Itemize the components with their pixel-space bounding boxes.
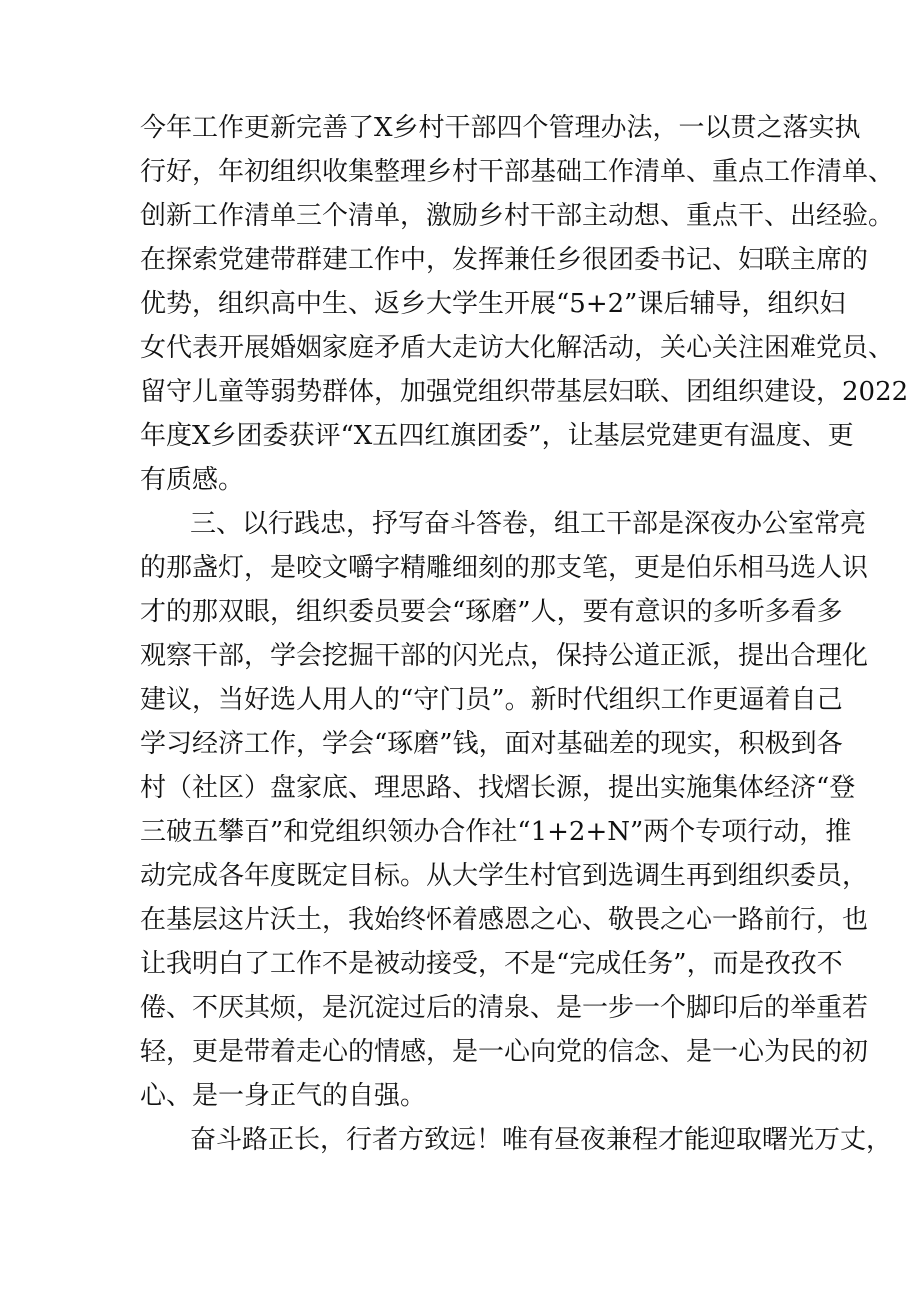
- text-line: 的那盏灯，是咬文嚼字精雕细刻的那支笔，更是伯乐相马选人识: [140, 553, 869, 583]
- text-line: 行好，年初组织收集整理乡村干部基础工作清单、重点工作清单、: [140, 157, 895, 187]
- text-line: 才的那双眼，组织委员要会“琢磨”人，要有意识的多听多看多: [140, 597, 843, 627]
- text-line: 年度X乡团委获评“X五四红旗团委”，让基层党建更有温度、更: [140, 421, 854, 451]
- text-line: 建议，当好选人用人的“守门员”。新时代组织工作更逼着自己: [140, 685, 843, 715]
- text-line: 观察干部，学会挖掘干部的闪光点，保持公道正派，提出合理化: [140, 641, 869, 671]
- text-line: 心、是一身正气的自强。: [140, 1081, 427, 1111]
- text-line: 让我明白了工作不是被动接受，不是“完成任务”，而是孜孜不: [140, 949, 843, 979]
- text-line: 三、以行践忠，抒写奋斗答卷，组工干部是深夜办公室常亮: [190, 509, 867, 539]
- text-line: 三破五攀百”和党组织领办合作社“1+2+N”两个专项行动，推: [140, 817, 852, 847]
- text-line: 倦、不厌其烦，是沉淀过后的清泉、是一步一个脚印后的举重若: [140, 993, 869, 1023]
- text-line: 在探索党建带群建工作中，发挥兼任乡很团委书记、妇联主席的: [140, 245, 869, 275]
- text-line: 在基层这片沃土，我始终怀着感恩之心、敬畏之心一路前行，也: [140, 905, 869, 935]
- text-line: 创新工作清单三个清单，激励乡村干部主动想、重点干、出经验。: [140, 201, 895, 231]
- text-line: 有质感。: [140, 465, 245, 495]
- text-line: 学习经济工作，学会“琢磨”钱，面对基础差的现实，积极到各: [140, 729, 843, 759]
- text-line: 女代表开展婚姻家庭矛盾大走访大化解活动，关心关注困难党员、: [140, 333, 895, 363]
- text-line: 优势，组织高中生、返乡大学生开展“5+2”课后辅导，组织妇: [140, 289, 846, 319]
- text-line: 村（社区）盘家底、理思路、找熠长源，提出实施集体经济“登: [140, 773, 856, 803]
- text-line: 今年工作更新完善了X乡村干部四个管理办法，一以贯之落实执: [140, 113, 861, 143]
- text-line: 奋斗路正长，行者方致远！唯有昼夜兼程才能迎取曙光万丈，: [190, 1125, 893, 1155]
- text-line: 动完成各年度既定目标。从大学生村官到选调生再到组织委员，: [140, 861, 869, 891]
- text-line: 轻，更是带着走心的情感，是一心向党的信念、是一心为民的初: [140, 1037, 869, 1067]
- text-line: 留守儿童等弱势群体，加强党组织带基层妇联、团组织建设，2022: [140, 377, 909, 407]
